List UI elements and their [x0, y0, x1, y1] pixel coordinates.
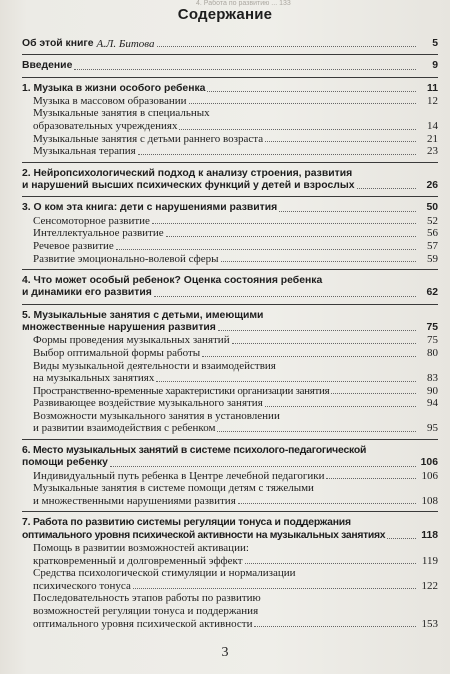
toc-entry-title: оптимального уровня психической активности: [33, 617, 253, 630]
dot-leader: [116, 249, 416, 250]
toc-subentry[interactable]: [22, 133, 438, 146]
dot-leader: [166, 236, 416, 237]
divider: [22, 196, 438, 197]
toc-entry-title-line: Виды музыкальной деятельности и взаимодействия: [33, 359, 276, 372]
toc-entry-chapter-7[interactable]: [22, 517, 438, 542]
toc-subentry[interactable]: [22, 253, 438, 266]
toc-entry-title: Развивающее воздействие музыкального занятия: [33, 397, 263, 410]
toc-page-number: 11: [427, 82, 438, 94]
toc-entry-title-line: Музыкальные занятия в специальных: [33, 107, 210, 120]
dot-leader: [357, 188, 417, 189]
toc-page-number: 119: [421, 554, 438, 567]
toc-page-number: 59: [427, 252, 438, 265]
toc-entry-title-line: 5. Музыкальные занятия с детьми, имеющими: [22, 309, 264, 321]
dot-leader: [279, 211, 416, 212]
toc-page-number: 12: [427, 94, 438, 107]
toc-entry-title: 1. Музыка в жизни особого ребенка: [22, 82, 206, 94]
dot-leader: [202, 356, 416, 357]
dot-leader: [179, 129, 416, 130]
toc-page-number: 90: [427, 384, 438, 397]
toc-entry-title: Введение: [22, 60, 73, 72]
toc-page-number: 122: [421, 579, 438, 592]
toc-subentry[interactable]: [22, 385, 438, 398]
page-number: 3: [221, 645, 229, 660]
dot-leader: [245, 563, 416, 564]
toc-entry-title: Формы проведения музыкальных занятий: [33, 334, 230, 347]
dot-leader: [110, 466, 416, 467]
dot-leader: [221, 261, 416, 262]
toc-entry-title: Пространственно-временные характеристики организации занятия: [33, 384, 330, 397]
toc-page-number: 23: [427, 145, 438, 158]
toc-subentry[interactable]: [22, 145, 438, 158]
toc-entry-title-line: Последовательность этапов работы по развитию: [33, 592, 261, 605]
toc-entry-title: Индивидуальный путь ребенка в Центре лечебной педагогики: [33, 469, 325, 482]
toc-entry-title-line: 6. Место музыкальных занятий в системе психолого-педагогической: [22, 445, 367, 457]
divider: [22, 511, 438, 512]
dot-leader: [207, 91, 416, 92]
toc-subentry[interactable]: [22, 542, 438, 567]
toc-entry-author: А.Л. Битова: [96, 38, 155, 50]
dot-leader: [154, 296, 416, 297]
toc-page-number: 62: [426, 287, 438, 299]
toc-subentry[interactable]: [22, 334, 438, 347]
toc-subentry[interactable]: [22, 482, 438, 507]
toc-page-number: 75: [426, 322, 438, 334]
divider: [22, 162, 438, 163]
toc-entry-title: и множественными нарушениями развития: [33, 494, 236, 507]
toc-subentry[interactable]: [22, 410, 438, 435]
dot-leader: [238, 503, 416, 504]
toc-entry-title-line: 2. Нейропсихологический подход к анализу строения, развития: [22, 167, 353, 179]
toc-entry-title-line: Музыкальные занятия в системе помощи детям с тяжелыми: [33, 482, 314, 495]
toc-entry-title: Сенсомоторное развитие: [33, 214, 150, 227]
toc-entry-chapter-2[interactable]: [22, 168, 438, 193]
dot-leader: [217, 431, 416, 432]
toc-entry-title-line: Помощь в развитии возможностей активации:: [33, 542, 249, 555]
toc-subentry[interactable]: [22, 107, 438, 132]
toc-subentry[interactable]: [22, 592, 438, 630]
toc-page-number: 80: [427, 346, 438, 359]
toc-subentry[interactable]: [22, 215, 438, 228]
divider: [22, 304, 438, 305]
toc-page-number: 83: [427, 372, 438, 385]
dot-leader: [74, 69, 416, 70]
toc-page-number: 26: [426, 180, 438, 192]
toc-entry-title: Музыка в массовом образовании: [33, 94, 187, 107]
toc-entry-title: на музыкальных занятиях: [33, 372, 155, 385]
toc-entry-chapter-1[interactable]: [22, 83, 438, 95]
dot-leader: [157, 46, 417, 47]
toc-page-number: 57: [427, 239, 438, 252]
dot-leader: [152, 223, 416, 224]
toc-entry-title: образовательных учреждениях: [33, 120, 178, 133]
toc-entry-title: Речевое развитие: [33, 239, 114, 252]
toc-entry-title: Развитие эмоционально-волевой сферы: [33, 252, 219, 265]
toc-entry-chapter-6[interactable]: [22, 445, 438, 470]
dot-leader: [156, 381, 416, 382]
toc-entry-title: и нарушений высших психических функций у детей и взрослых: [22, 180, 355, 192]
divider: [22, 269, 438, 270]
toc-entry-title: Выбор оптимальной формы работы: [33, 346, 201, 359]
toc-entry-title-line: Средства психологической стимуляции и нормализации: [33, 567, 296, 580]
toc-entry-title: помощи ребенку: [22, 457, 108, 469]
toc-page-number: 153: [421, 617, 438, 630]
bleed-through-text: 4. Работа по развитию ... 133: [196, 0, 291, 7]
toc-subentry[interactable]: [22, 360, 438, 385]
dot-leader: [331, 393, 416, 394]
dot-leader: [254, 626, 416, 627]
toc-entry-title-line: возможностей регуляции тонуса и поддержания: [33, 605, 259, 617]
page-title: Содержание: [177, 6, 273, 23]
toc-entry-title-line: 4. Что может особый ребенок? Оценка состояния ребенка: [22, 275, 323, 287]
toc-entry-title: кратковременный и долговременный эффект: [33, 554, 243, 567]
toc-subentry[interactable]: [22, 397, 438, 410]
toc-entry-title: оптимального уровня психической активности на музыкальных занятиях: [22, 529, 386, 541]
dot-leader: [218, 330, 416, 331]
dot-leader: [326, 478, 416, 479]
toc-page-number: 50: [426, 202, 438, 214]
toc-subentry[interactable]: [22, 95, 438, 108]
table-of-contents: [22, 38, 438, 630]
toc-subentry[interactable]: [22, 567, 438, 592]
dot-leader: [133, 588, 416, 589]
dot-leader: [138, 154, 416, 155]
toc-page-number: 52: [427, 214, 438, 227]
toc-entry-chapter-5[interactable]: [22, 310, 438, 335]
toc-page-number: 108: [421, 494, 438, 507]
toc-entry-title-line: Возможности музыкального занятия в установлении: [33, 409, 280, 422]
toc-entry-chapter-4[interactable]: [22, 275, 438, 300]
toc-page-number: 56: [427, 227, 438, 240]
toc-entry-title: множественные нарушения развития: [22, 322, 216, 334]
dot-leader: [265, 141, 416, 142]
toc-subentry[interactable]: [22, 240, 438, 253]
toc-entry-title-line: 7. Работа по развитию системы регуляции тонуса и поддержания: [22, 517, 351, 529]
toc-entry-title: Об этой книге: [22, 38, 94, 49]
toc-entry-title: Музыкальные занятия с детьми раннего возраста: [33, 132, 264, 145]
toc-entry-title: Музыкальная терапия: [33, 145, 136, 158]
toc-page-number: 5: [432, 38, 438, 49]
divider: [22, 77, 438, 78]
toc-page-number: 95: [427, 422, 438, 435]
toc-page-number: 75: [427, 334, 438, 347]
toc-page-number: 21: [427, 132, 438, 145]
toc-entry-title: 3. О ком эта книга: дети с нарушениями развития: [22, 202, 278, 214]
toc-page-number: 118: [421, 529, 438, 541]
dot-leader: [232, 343, 416, 344]
toc-page-number: 14: [427, 120, 438, 133]
divider: [22, 54, 438, 55]
toc-page-number: 106: [420, 457, 438, 469]
toc-entry-title: Интеллектуальное развитие: [33, 227, 164, 240]
toc-page-number: 94: [427, 397, 438, 410]
toc-entry-title: и динамики его развития: [22, 287, 152, 299]
dot-leader: [189, 103, 416, 104]
toc-page-number: 106: [421, 469, 438, 482]
toc-subentry[interactable]: [22, 347, 438, 360]
toc-entry-intro[interactable]: [22, 60, 438, 72]
dot-leader: [265, 406, 416, 407]
divider: [22, 439, 438, 440]
dot-leader: [387, 538, 416, 539]
toc-entry-title: и развитии взаимодействия с ребенком: [33, 422, 216, 435]
toc-entry-about[interactable]: [22, 38, 438, 50]
toc-subentry[interactable]: [22, 470, 438, 483]
toc-entry-chapter-3[interactable]: [22, 202, 438, 214]
toc-subentry[interactable]: [22, 227, 438, 240]
toc-page-number: 9: [432, 60, 438, 72]
toc-entry-title: психического тонуса: [33, 579, 131, 592]
